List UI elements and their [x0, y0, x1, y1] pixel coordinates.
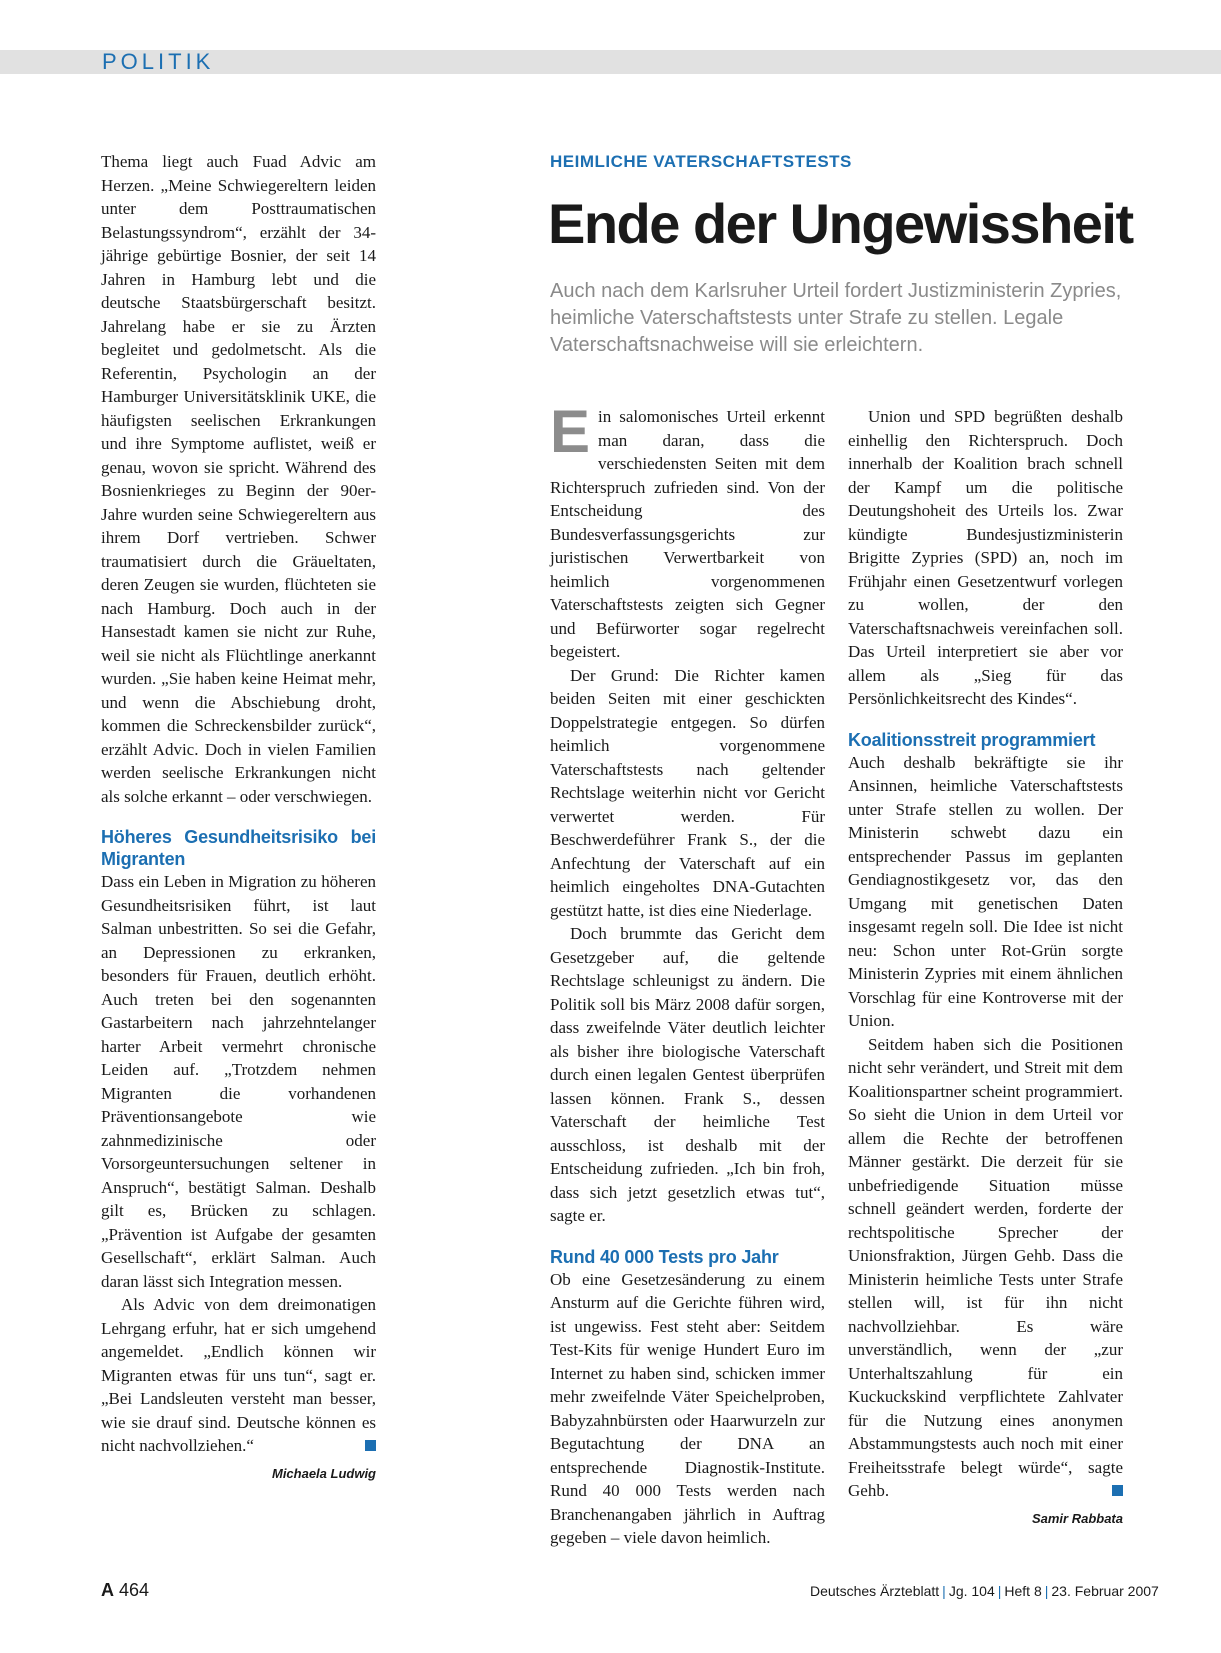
paragraph: Thema liegt auch Fuad Advic am Herzen. „Meine Schwiegereltern leiden unter dem Posttraumatischen Belastungssyndrom“, erzählt der 34-jährige gebürtige Bosnier, der seit 14 Jahren in Hamburg lebt und die deutsche Staatsbürgerschaft besitzt. Jahrelang habe er sie zu Ärzten begleitet und gedolmetscht. Als die Referentin, Psychologin an der Hamburger Universitätsklinik UKE, die häufigsten seelischen Erkrankungen und ihre Symptome auflistet, weiß er genau, wovon sie spricht. Während des Bosnienkrieges zu Beginn der 90er-Jahre wurden seine Schwiegereltern aus ihrem Dorf vertrieben. Schwer traumatisiert durch die Gräueltaten, deren Zeugen sie wurden, flüchteten sie nach Hamburg. Doch auch in der Hansestadt kamen sie nicht zur Ruhe, weil sie nicht als Flüchtlinge anerkannt wurden. „Sie haben keine Heimat mehr, und wenn die Abschiebung droht, kommen die Schreckensbilder zurück“, erzählt Advic. Doch in vielen Familien werden seelische Erkrankungen nicht als solche erkannt – oder verschwiegen.	[101, 152, 376, 806]
journal-date: 23. Februar 2007	[1051, 1583, 1159, 1599]
journal-volume: Jg. 104	[948, 1583, 995, 1599]
paragraph: Als Advic von dem dreimonatigen Lehrgang erfuhr, hat er sich umgehend angemeldet. „Endlich können wir Migranten etwas für uns tun“, sagt er. „Bei Landsleuten versteht man besser, wie sie drauf sind. Deutsche können es nicht nachvollziehen.“	[101, 1295, 376, 1455]
journal-name: Deutsches Ärzteblatt	[810, 1583, 940, 1599]
author-byline: Michaela Ludwig	[271, 1465, 376, 1481]
paragraph: Auch deshalb bekräftigte sie ihr Ansinnen, heimliche Vaterschaftstests unter Strafe stellen zu wollen. Der Ministerin schwebt dazu ein entsprechender Passus im geplanten Gendiagnostikgesetz vor, das den Umgang mit genetischen Daten insgesamt regeln soll. Die Idee ist nicht neu: Schon unter Rot-Grün sorgte Ministerin Zypries mit einem ähnlichen Vorschlag für eine Kontroverse mit der Union.	[848, 752, 1123, 1030]
article-column-1	[550, 398, 825, 1550]
author-byline: Samir Rabbata	[1031, 1510, 1123, 1526]
journal-issue: Heft 8	[1004, 1583, 1042, 1599]
page-number: A 464	[101, 1580, 150, 1600]
paragraph: Ob eine Gesetzesänderung zu einem Ansturm auf die Gerichte führen wird, ist ungewiss. Fest steht aber: Seitdem Test-Kits für wenige Hundert Euro im Internet zu haben sind, schicken immer mehr zweifelnde Väter Speichelproben, Babyzahnbürsten oder Haarwurzeln zur Begutachtung der DNA an entsprechende Diagnostik-Institute. Rund 40 000 Tests werden nach Branchenangaben jährlich in Auftrag gegeben – viele davon heimlich.	[550, 1269, 825, 1547]
paragraph: Ein salomonisches Urteil erkennt man daran, dass die verschiedensten Seiten mit dem Richterspruch zufrieden sind. Von der Entscheidung des Bundesverfassungsgerichts zur juristischen Verwertbarkeit von heimlich vorgenommenen Vaterschaftstests zeigten sich Gegner und Befürworter sogar regelrecht begeistert.	[550, 398, 825, 661]
paragraph: Der Grund: Die Richter kamen beiden Seiten mit einer geschickten Doppelstrategie entgegen. So dürfen heimlich vorgenommene Vaterschaftstests nach geltender Rechtslage weiterhin nicht vor Gericht verwertet werden. Für Beschwerdeführer Frank S., der die Anfechtung der Vaterschaft auf ein heimlich eingeholtes DNA-Gutachten gestützt hatte, ist dies eine Niederlage.	[550, 665, 825, 920]
paragraph: Doch brummte das Gericht dem Gesetzgeber auf, die geltende Rechtslage schleunigst zu ändern. Die Politik soll bis März 2008 dafür sorgen, dass zweifelnde Väter deutlich leichter als bisher ihre biologische Vaterschaft durch einen legalen Gentest überprüfen lassen können. Frank S., dessen Vaterschaft der heimliche Test ausschloss, ist deshalb mit der Entscheidung zufrieden. „Ich bin froh, dass sich jetzt gesetzlich etwas tut“, sagte er.	[550, 924, 825, 1225]
drop-cap: E	[550, 398, 591, 465]
article-kicker: HEIMLICHE VATERSCHAFTSTESTS	[550, 152, 852, 171]
article-lead: Auch nach dem Karlsruher Urteil fordert Justizministerin Zypries, heimliche Vaterschaftstests unter Strafe zu stellen. Legale Vaterschaftsnachweise will sie erleichtern.	[550, 280, 1122, 356]
article-headline: Ende der Ungewissheit	[548, 192, 1133, 255]
paragraph: Seitdem haben sich die Positionen nicht sehr verändert, und Streit mit dem Koalitionspartner scheint programmiert. So sieht die Union in dem Urteil vor allem die Rechte der betroffenen Männer gestärkt. Die derzeit für sie unbefriedigende Situation müsse schnell geändert werden, forderte der rechtspolitische Sprecher der Unionsfraktion, Jürgen Gehb. Dass die Ministerin heimliche Tests unter Strafe stellen will, ist für ihn nicht nachvollziehbar. Es wäre unverständlich, wenn der „zur Unterhaltszahlung für ein Kuckuckskind verpflichtete Zahlvater für die Nutzung eines anonymen Abstammungstests auch noch mit einer Freiheitsstrafe belegt würde“, sagte Gehb.	[848, 1034, 1123, 1500]
end-mark-icon	[365, 1440, 376, 1451]
section-label: POLITIK	[102, 49, 215, 74]
subheading: Koalitionsstreit programmiert	[848, 729, 1096, 750]
subheading: Rund 40 000 Tests pro Jahr	[550, 1246, 779, 1267]
previous-article-column	[101, 150, 376, 1485]
subheading: Höheres Gesundheitsrisiko bei Migranten	[101, 827, 376, 869]
end-mark-icon	[1112, 1485, 1123, 1496]
paragraph: Dass ein Leben in Migration zu höheren Gesundheitsrisiken führt, ist laut Salman unbestritten. So sei die Gefahr, an Depressionen zu erkranken, besonders für Frauen, deutlich erhöht. Auch treten bei den sogenannten Gastarbeitern nach jahrzehntelanger harter Arbeit vermehrt chronische Leiden auf. „Trotzdem nehmen Migranten die vorhandenen Präventionsangebote wie zahnmedizinische oder Vorsorgeuntersuchungen seltener in Anspruch“, bestätigt Salman. Deshalb gilt es, Brücken zu schlagen. „Prävention ist Aufgabe der gesamten Gesellschaft“, erklärt Salman. Auch daran lässt sich Integration messen.	[101, 872, 376, 1291]
journal-info: Deutsches Ärzteblatt | Jg. 104 | Heft 8 | 23. Februar 2007	[810, 1583, 1159, 1599]
article-column-2	[848, 405, 1123, 1530]
paragraph: Union und SPD begrüßten deshalb einhellig den Richterspruch. Doch innerhalb der Koalition brach schnell der Kampf um die politische Deutungshoheit des Urteils los. Zwar kündigte Bundesjustizministerin Brigitte Zypries (SPD) an, noch im Frühjahr einen Gesetzentwurf vorlegen zu wollen, der den Vaterschaftsnachweis vereinfachen soll. Das Urteil interpretiert sie aber vor allem als „Sieg für das Persönlichkeitsrecht des Kindes“.	[848, 407, 1123, 708]
